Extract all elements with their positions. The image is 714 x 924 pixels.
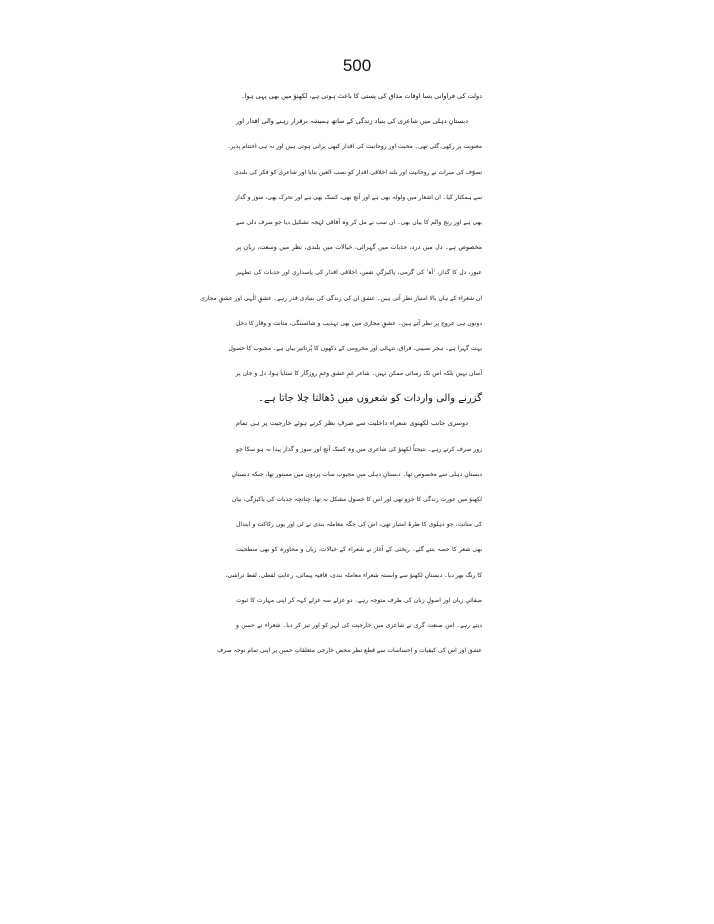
page-number: 500 <box>342 56 372 75</box>
text-line: دونوں ہی عروج پر نظر آتے ہیں۔ عشقِ مجازی میں بھی تہذیب و شائستگی، متانت و وقار کا دخل <box>236 319 482 327</box>
text-line: لکھنؤ میں عورت زندگی کا جزو تھی اور اس کا حصول مشکل نہ تھا، چنانچہ جذبات کی پاکیزگی، بیان <box>231 496 482 503</box>
text-line: بہت گہرا ہے۔ ہجر نصیبی، فراق، تنہائی اور محرومی کے دکھوں کا پُرتاثیر بیان ہے۔ محبوب کا حصول <box>228 344 482 352</box>
text-line: مخصوص ہے۔ دل میں درد، جذبات میں گہرائی، خیالات میں بلندی، نظر میں وسعت، زبان پر <box>236 244 482 252</box>
text-line: کی متانت، جو دہلوی کا طرۂ امتیاز تھی، اس کی جگہ معاملہ بندی نے لی اور یوں رکاکت و ابتذال <box>236 521 482 529</box>
text-line: دیتے رہے۔ اس صنعت گری نے شاعری میں خارجیت کی لہر کو اور تیز کر دیا۔ شعراء نے حسن و <box>236 621 482 629</box>
text-line: زور صرف کرتے رہے۔ نتیجتاً لکھنؤ کی شاعری میں وہ کسک آنچ اور سوز و گداز پیدا نہ ہو سکا جو <box>236 445 482 453</box>
text-line: معنویت پر رکھی گئی تھی۔ محبت اور روحانیت کی اقدار کبھی پرانی ہوتی ہیں اور نہ ہی اختتام پذیر۔ <box>226 143 482 151</box>
urdu-text-body <box>200 84 482 663</box>
text-line: آسان نہیں بلکہ اس تک رسائی ممکن نہیں۔ شاعر غمِ عشق وغمِ روزگار کا ستایا ہوا، دل و جاں پر <box>235 370 482 378</box>
text-line: تصوّف کی میراث نے روحانیت اور بلند اخلاقی اقدار کو نصب العین بنایا اور شاعری کو فکر کی بلندی <box>234 168 482 176</box>
text-line: دبستانِ دہلی سے مخصوص تھا۔ دبستانِ دہلی میں محبوب سات پردوں میں مستور تھا، جبکہ دبستانِ <box>231 470 482 478</box>
text-line: بھی شعر کا حصہ بنتے گئے۔ ریختی کے آغاز نے شعراء کے خیالات، زبان و محاورہ کو بھی سطحیت <box>236 546 482 554</box>
text-line: صفائیِ زبان اور اصولِ زبان کی طرف متوجہ رہے۔ دو غزلے سہ غزلے کہہ کر اپنی مہارت کا ثبوت <box>236 596 482 604</box>
text-line: دولت کی فراوانی بسا اوقات مذاق کی پستی کا باعث ہوتی ہے، لکھنؤ میں بھی یہی ہوا۔ <box>240 92 482 100</box>
text-line: بھی ہے اور رنج والم کا بیان بھی۔ ان سب نے مل کر وہ آفاقی لہجہ تشکیل دیا جو صرف دلی سے <box>236 218 482 226</box>
text-line: ان شعراء کے ہاں بالا امتیاز نظر آتی ہیں۔ عشق ان کی زندگی کی بنیادی قدر رہے۔ عشقِ الٰہی اور عشقِ مجازی <box>200 294 482 302</box>
text-line: کا رنگ بھر دیا۔ دبستانِ لکھنؤ سے وابستہ شعراء معاملہ بندی، قافیہ پیمائی، رعایتِ لفظی، لفظ تراشی، <box>225 571 482 579</box>
text-line: عبور، دل کا گداز، 'آہ' کی گرمی، پاکیزگیِ نفس، اخلاقی اقدار کی پاسداری اور جذبات کی تطہیر <box>236 269 482 277</box>
text-line: دبستانِ دہلی میں شاعری کی بنیاد زندگی کے ساتھ ہمیشہ برقرار رہنے والی اقدار اور <box>236 117 468 126</box>
text-line: دوسری جانب لکھنوی شعراء داخلیت سے صرفِ نظر کرتے ہوئے خارجیت پر ہی تمام <box>236 419 468 428</box>
text-line: سے ہمکنار کیا۔ ان اشعار میں ولولہ بھی ہے اور آنچ بھی، کسک بھی ہے اور تحرک بھی، سوز و گداز <box>235 193 482 201</box>
text-line: عشق اور اس کی کیفیات و احساسات سے قطع نظر محض خارجی متعلقاتِ حسن پر اپنی تمام توجہ صرف <box>216 647 482 655</box>
text-line: گزرنے والی واردات کو شعروں میں ڈھالتا چلا جاتا ہے۔ <box>258 393 482 405</box>
